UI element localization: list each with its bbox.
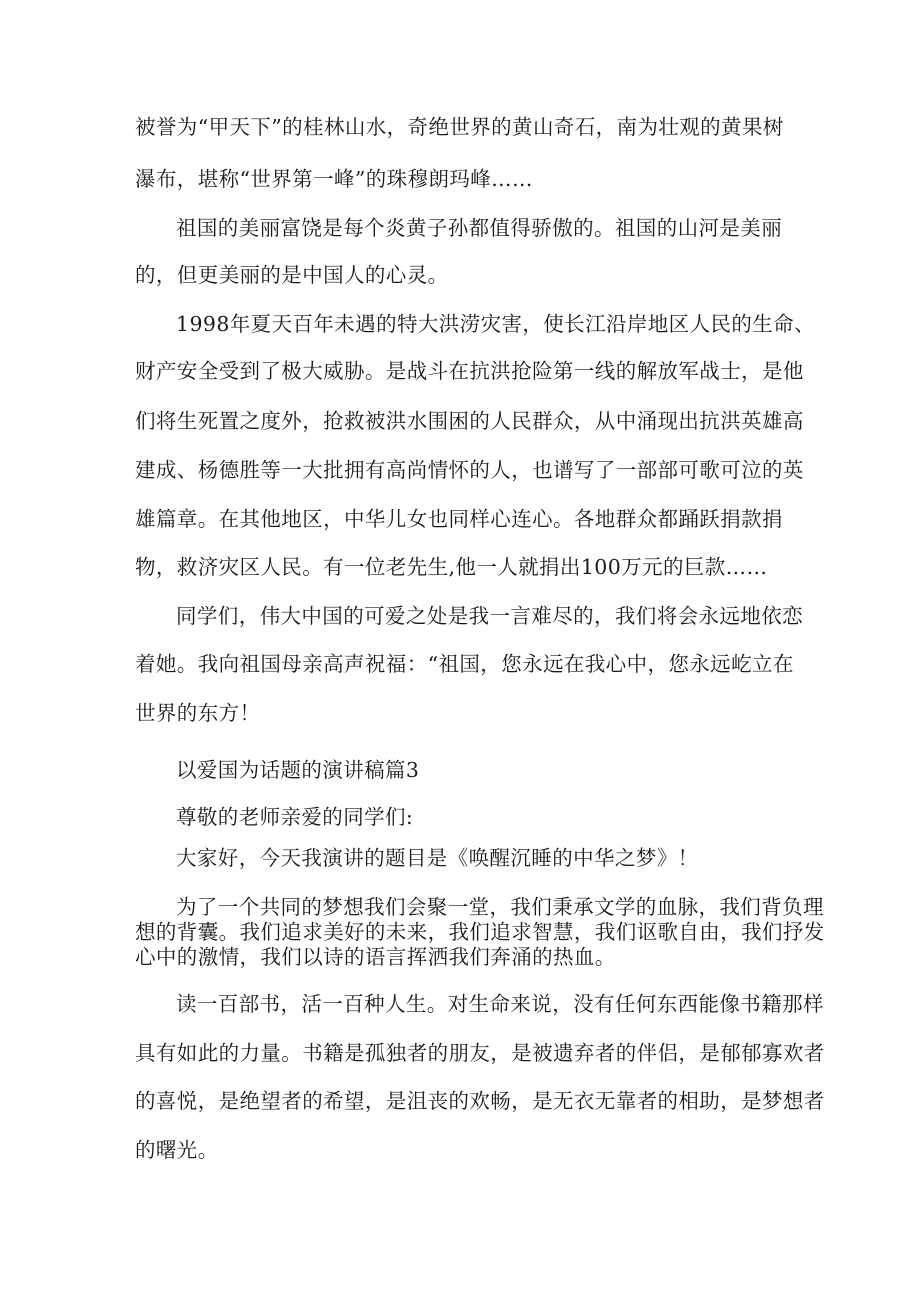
text-line: 被誉为“甲天下”的桂林山水，奇绝世界的黄山奇石，南为壮观的黄果树 [135,115,784,139]
text-line: 着她。我向祖国母亲高声祝福：“祖国，您永远在我心中，您永远屹立在 [135,652,794,676]
text-line: 为了一个共同的梦想我们会聚一堂，我们秉承文学的血脉，我们背负理 [176,895,824,919]
text-line: 同学们，伟大中国的可爱之处是我一言难尽的，我们将会永远地依恋 [176,604,803,628]
text-line: 建成、杨德胜等一大批拥有高尚情怀的人，也谱写了一部部可歌可泣的英 [135,458,804,482]
text-line: 瀑布，堪称“世界第一峰”的珠穆朗玛峰…… [135,167,533,191]
text-line: 想的背囊。我们追求美好的未来，我们追求智慧，我们讴歌自由，我们抒发 [135,920,825,944]
text-line: 大家好，今天我演讲的题目是《唤醒沉睡的中华之梦》！ [176,846,699,870]
text-line: 的喜悦，是绝望者的希望，是沮丧的欢畅，是无衣无靠者的相助，是梦想者 [135,1089,825,1113]
text-line: 祖国的美丽富饶是每个炎黄子孙都值得骄傲的。祖国的山河是美丽 [176,216,783,240]
text-line: 物，救济灾区人民。有一位老先生,他一人就捐出100万元的巨款…… [135,555,768,579]
text-line: 的，但更美丽的是中国人的心灵。 [135,263,449,287]
text-line: 具有如此的力量。书籍是孤独者的朋友，是被遗弃者的伴侣，是郁郁寡欢者 [135,1041,825,1065]
text-line: 1998年夏天百年未遇的特大洪涝灾害，使长江沿岸地区人民的生命、 [176,312,815,336]
text-line: 心中的激情，我们以诗的语言挥洒我们奔涌的热血。 [135,945,616,969]
text-line: 财产安全受到了极大威胁。是战斗在抗洪抢险第一线的解放军战士，是他 [135,359,804,383]
text-line: 世界的东方！ [135,701,261,725]
salutation: 尊敬的老师亲爱的同学们: [176,805,414,829]
text-line: 的曙光。 [135,1138,219,1162]
section-heading: 以爱国为话题的演讲稿篇3 [176,758,420,782]
text-line: 读一百部书，活一百种人生。对生命来说，没有任何东西能像书籍那样 [176,992,824,1016]
text-line: 们将生死置之度外，抢救被洪水围困的人民群众，从中涌现出抗洪英雄高 [135,409,804,433]
text-line: 雄篇章。在其他地区，中华儿女也同样心连心。各地群众都踊跃捐款捐 [135,507,783,531]
